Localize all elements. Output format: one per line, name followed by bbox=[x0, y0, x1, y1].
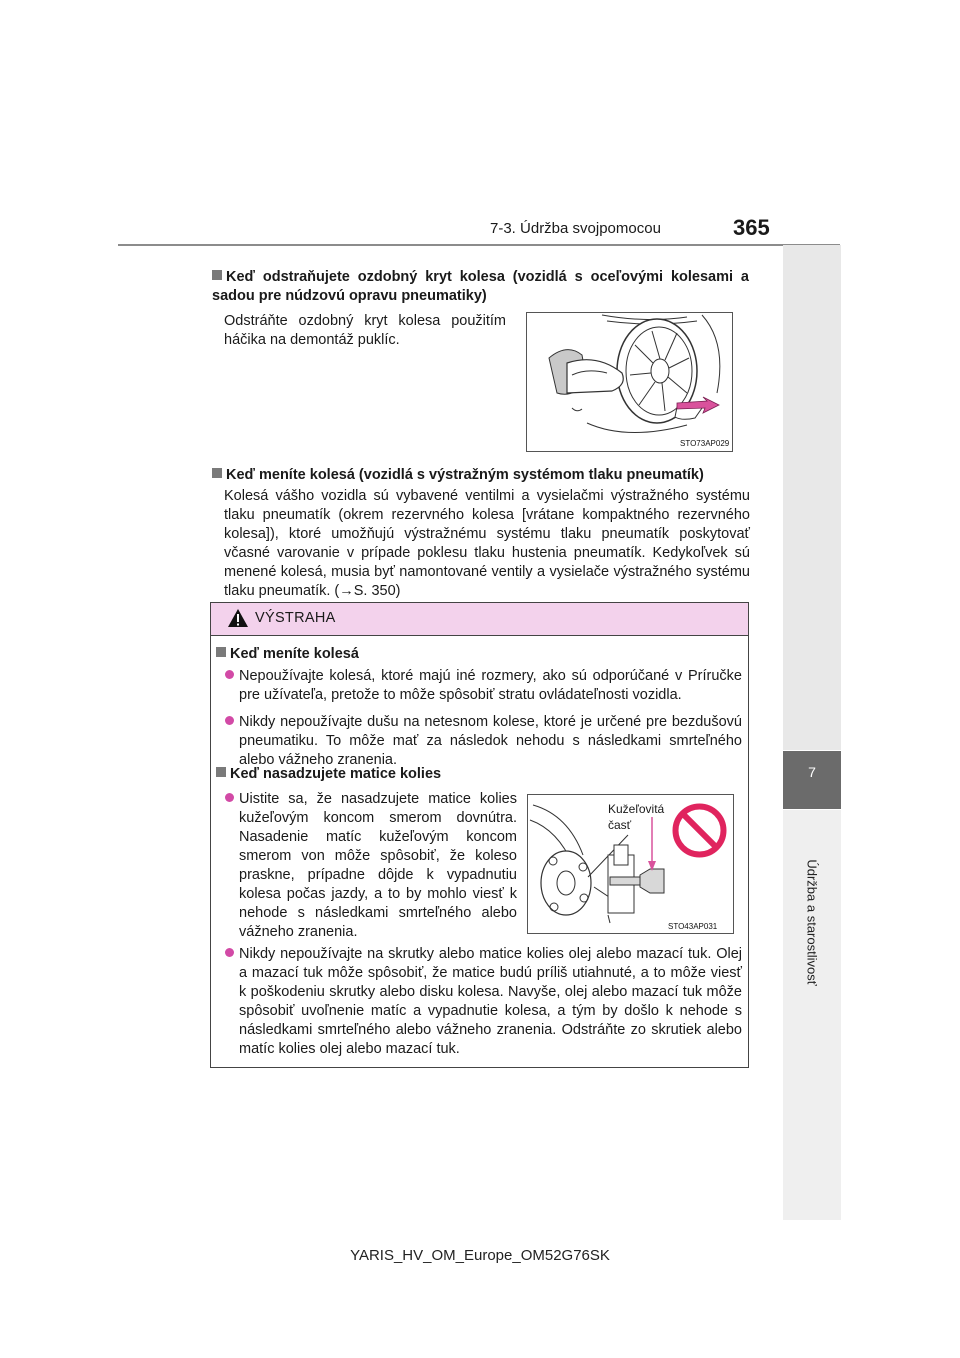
warning-group2-item2: Nikdy nepoužívajte na skrutky alebo matice kolies olej alebo mazací tuk. Olej a mazací tuk môže spôsobiť, že matice budú príliš utiahnuté, a to môže viesť k poškodeniu skrutky alebo disku kolesa. Navyše, olej alebo mazací tuk môže spôsobiť uvoľnenie matíc a vypadnutie kolesa, a tým by došlo k nehode s následkami smrteľného alebo vážneho zranenia. Odstráňte zo skrutiek alebo matíc kolies olej alebo mazací tuk. bbox=[225, 945, 742, 1059]
section-title: 7-3. Údržba svojpomocou bbox=[490, 220, 661, 237]
header-rule bbox=[118, 244, 840, 246]
hubcap-removal-figure bbox=[526, 312, 733, 452]
warning-group1-item1: Nepoužívajte kolesá, ktoré majú iné rozmery, ako sú odporúčané v Príručke pre užívateľa, pretože to môže spôsobiť stratu ovládateľnosti vozidla. bbox=[225, 667, 742, 705]
document-id: YARIS_HV_OM_Europe_OM52G76SK bbox=[350, 1247, 610, 1264]
round-bullet-icon bbox=[225, 793, 234, 802]
round-bullet-icon bbox=[225, 716, 234, 725]
lug-nut-figure bbox=[527, 794, 734, 934]
square-bullet-icon bbox=[216, 647, 226, 657]
warning-group1-heading: Keď meníte kolesá bbox=[216, 645, 359, 664]
warning-group2-item1: Uistite sa, že nasadzujete matice kolies kužeľovým koncom smerom dovnútra. Nasadenie matíc kužeľovým koncom smerom von môže spôsobiť, že koleso praskne, prípadne dôjde k vypadnutiu kolesa počas jazdy, a to by mohlo viesť k nehode s následkami smrteľného alebo vážneho zranenia. bbox=[225, 790, 517, 942]
hubcap-illustration bbox=[527, 313, 732, 451]
page-number: 365 bbox=[733, 215, 770, 240]
round-bullet-icon bbox=[225, 948, 234, 957]
figure-code: STO43AP031 bbox=[668, 922, 718, 931]
warning-title: VÝSTRAHA bbox=[255, 610, 336, 626]
side-tab-upper bbox=[783, 245, 841, 750]
square-bullet-icon bbox=[216, 767, 226, 777]
section2-heading: Keď meníte kolesá (vozidlá s výstražným systémom tlaku pneumatík) bbox=[212, 466, 752, 485]
warning-box bbox=[210, 602, 749, 1068]
figure-label: Kužeľovitá časť bbox=[608, 802, 665, 832]
warning-triangle-icon bbox=[227, 608, 249, 628]
section1-heading: Keď odstraňujete ozdobný kryt kolesa (vozidlá s oceľovými kolesami a sadou pre núdzovú opravu pneumatiky) bbox=[212, 269, 749, 304]
warning-group2-heading: Keď nasadzujete matice kolies bbox=[216, 765, 441, 784]
square-bullet-icon bbox=[212, 468, 222, 478]
prohibition-icon bbox=[672, 803, 727, 858]
figure-code: STO73AP029 bbox=[680, 439, 730, 448]
section2-text: Kolesá vášho vozidla sú vybavené ventilmi a vysielačmi výstražného systému tlaku pneumatík (okrem rezervného kolesa [vrátane kompaktného rezervného kolesa]), ktoré umožňujú výstražnému systému tlaku pneumatík poskytovať včasné varovanie v prípade poklesu tlaku hustenia pneumatík. Kedykoľvek sú menené kolesá, musia byť namontované ventily a vysielače výstražného systému tlaku pneumatík. (→S. 350) bbox=[224, 488, 750, 599]
square-bullet-icon bbox=[212, 270, 222, 280]
chapter-number: 7 bbox=[783, 751, 841, 809]
warning-header bbox=[211, 603, 748, 636]
warning-group1-item2: Nikdy nepoužívajte dušu na netesnom kolese, ktoré je určené pre bezdušovú pneumatiku. To môže mať za následok nehodu s následkami smrteľného alebo vážneho zranenia. bbox=[225, 713, 742, 770]
section1-text: Odstráňte ozdobný kryt kolesa použitím háčika na demontáž puklíc. bbox=[224, 313, 506, 348]
round-bullet-icon bbox=[225, 670, 234, 679]
